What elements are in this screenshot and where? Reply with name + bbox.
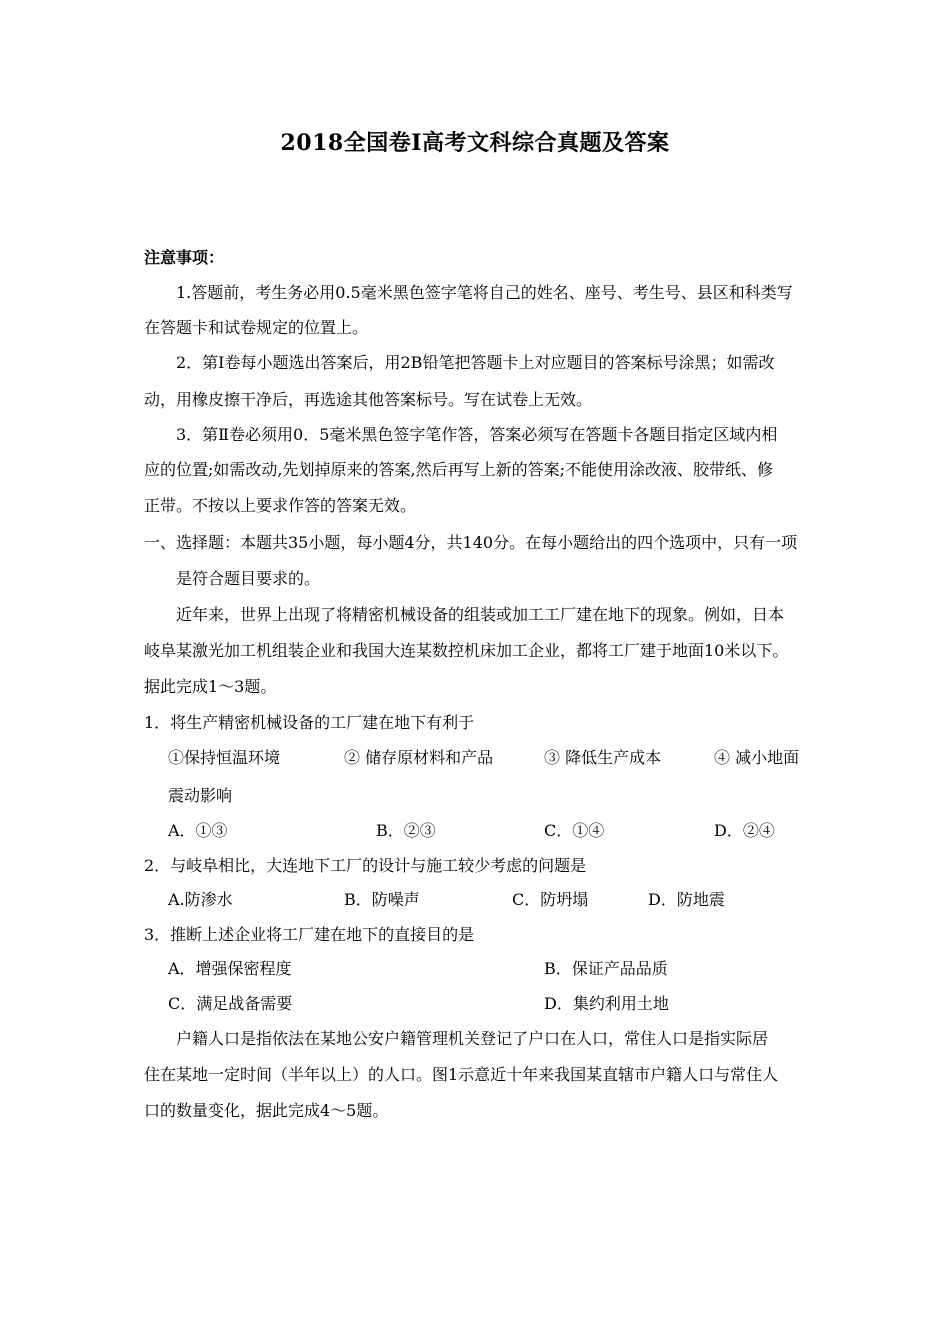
question-2-stem: 2．与岐阜相比，大连地下工厂的设计与施工较少考虑的问题是 [144, 856, 587, 875]
q3-option: A．增强保密程度 [168, 959, 292, 978]
question-3-stem: 3．推断上述企业将工厂建在地下的直接目的是 [144, 925, 475, 944]
passage-line: 近年来，世界上出现了将精密机械设备的组装或加工工厂建在地下的现象。例如，日本 [176, 605, 785, 624]
q2-option: D．防地震 [648, 890, 725, 909]
q1-item: ④ 减小地面 [714, 748, 800, 767]
q3-option: D．集约利用土地 [544, 994, 669, 1013]
notice-line: 3．第Ⅱ卷必须用0．5毫米黑色签字笔作答，答案必须写在答题卡各题目指定区域内相 [176, 425, 778, 444]
q1-option: D．②④ [714, 821, 775, 840]
q1-option: C．①④ [544, 821, 605, 840]
notice-line: 正带。不按以上要求作答的答案无效。 [144, 496, 417, 515]
notice-line: 在答题卡和试卷规定的位置上。 [144, 318, 369, 337]
q1-option: B．②③ [376, 821, 436, 840]
q2-option: A.防渗水 [168, 890, 233, 909]
question-1-stem: 1．将生产精密机械设备的工厂建在地下有利于 [144, 713, 475, 732]
q1-item-cont: 震动影响 [168, 786, 233, 805]
q2-option: C．防坍塌 [512, 890, 589, 909]
notice-line: 2．第Ⅰ卷每小题选出答案后，用2B铅笔把答题卡上对应题目的答案标号涂黑；如需改 [176, 353, 775, 372]
notice-line: 1.答题前，考生务必用0.5毫米黑色签字笔将自己的姓名、座号、考生号、县区和科类写 [176, 283, 793, 302]
q1-option: A．①③ [168, 821, 228, 840]
q1-item: ①保持恒温环境 [168, 748, 281, 767]
notice-line: 应的位置;如需改动,先划掉原来的答案,然后再写上新的答案;不能使用涂改液、胶带纸、修 [144, 460, 773, 479]
passage-line: 户籍人口是指依法在某地公安户籍管理机关登记了户口在人口，常住人口是指实际居 [176, 1029, 769, 1048]
section-heading-cont: 是符合题目要求的。 [176, 569, 321, 588]
passage-line: 据此完成1～3题。 [144, 677, 277, 696]
q1-item: ③ 降低生产成本 [544, 748, 662, 767]
q2-option: B．防噪声 [344, 890, 420, 909]
passage-line: 岐阜某激光加工机组装企业和我国大连某数控机床加工企业，都将工厂建于地面10米以下。 [144, 641, 789, 660]
passage-line: 口的数量变化，据此完成4～5题。 [144, 1101, 389, 1120]
passage-line: 住在某地一定时间（半年以上）的人口。图1示意近十年来我国某直辖市户籍人口与常住人 [144, 1065, 779, 1084]
notice-line: 动，用橡皮擦干净后，再选途其他答案标号。写在试卷上无效。 [144, 390, 593, 409]
q3-option: C．满足战备需要 [168, 994, 293, 1013]
document-title: 2018全国卷Ⅰ高考文科综合真题及答案 [280, 130, 670, 156]
section-heading: 一、选择题：本题共35小题，每小题4分，共140分。在每小题给出的四个选项中，只有一项 [144, 533, 798, 552]
notice-heading: 注意事项： [144, 248, 225, 267]
q1-item: ② 储存原材料和产品 [344, 748, 494, 767]
q3-option: B．保证产品品质 [544, 959, 668, 978]
